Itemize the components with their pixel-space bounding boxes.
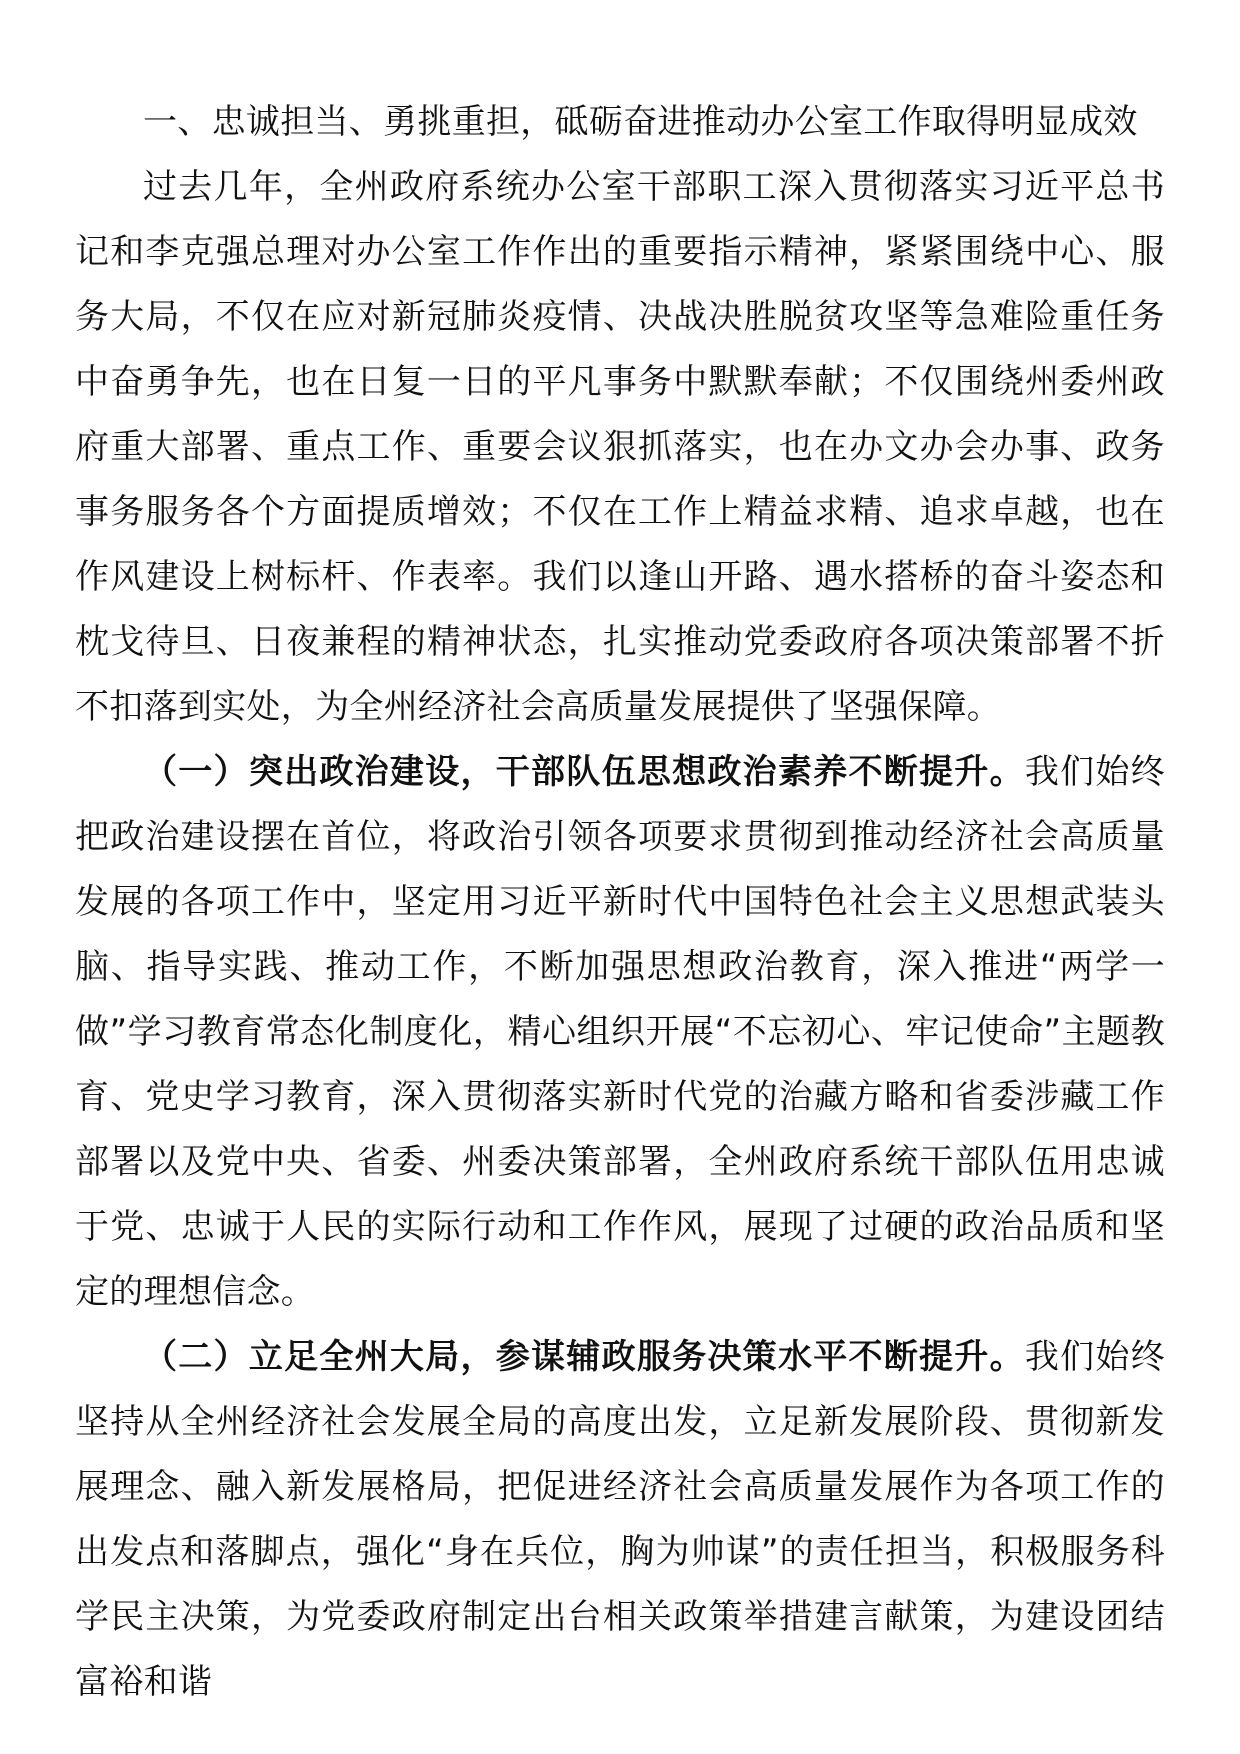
subsection-paragraph-1: [75, 740, 1165, 1325]
document-body: [75, 90, 1165, 1715]
subsection-body-2: 我们始终坚持从全州经济社会发展全局的高度出发，立足新发展阶段、贯彻新发展理念、融入新发展格局，把促进经济社会高质量发展作为各项工作的出发点和落脚点，强化“身在兵位，胸为帅谋”的责任担当，积极服务科学民主决策，为党委政府制定出台相关政策举措建言献策，为建设团结富裕和谐: [75, 1337, 1165, 1702]
subsection-title-2: （二）立足全州大局，参谋辅政服务决策水平不断提升。: [143, 1337, 1025, 1377]
intro-paragraph: 过去几年，全州政府系统办公室干部职工深入贯彻落实习近平总书记和李克强总理对办公室工作作出的重要指示精神，紧紧围绕中心、服务大局，不仅在应对新冠肺炎疫情、决战决胜脱贫攻坚等急难险重任务中奋勇争先，也在日复一日的平凡事务中默默奉献；不仅围绕州委州政府重大部署、重点工作、重要会议狠抓落实，也在办文办会办事、政务事务服务各个方面提质增效；不仅在工作上精益求精、追求卓越，也在作风建设上树标杆、作表率。我们以逢山开路、遇水搭桥的奋斗姿态和枕戈待旦、日夜兼程的精神状态，扎实推动党委政府各项决策部署不折不扣落到实处，为全州经济社会高质量发展提供了坚强保障。: [75, 167, 1165, 727]
subsection-body-1: 我们始终把政治建设摆在首位，将政治引领各项要求贯彻到推动经济社会高质量发展的各项工作中，坚定用习近平新时代中国特色社会主义思想武装头脑、指导实践、推动工作，不断加强思想政治教育，深入推进“两学一做”学习教育常态化制度化，精心组织开展“不忘初心、牢记使命”主题教育、党史学习教育，深入贯彻落实新时代党的治藏方略和省委涉藏工作部署以及党中央、省委、州委决策部署，全州政府系统干部队伍用忠诚于党、忠诚于人民的实际行动和工作作风，展现了过硬的政治品质和坚定的理想信念。: [75, 752, 1165, 1312]
subsection-paragraph-2: [75, 1325, 1165, 1715]
subsection-title-1: （一）突出政治建设，干部队伍思想政治素养不断提升。: [143, 752, 1025, 792]
section-heading: 一、忠诚担当、勇挑重担，砥砺奋进推动办公室工作取得明显成效: [143, 102, 1138, 142]
